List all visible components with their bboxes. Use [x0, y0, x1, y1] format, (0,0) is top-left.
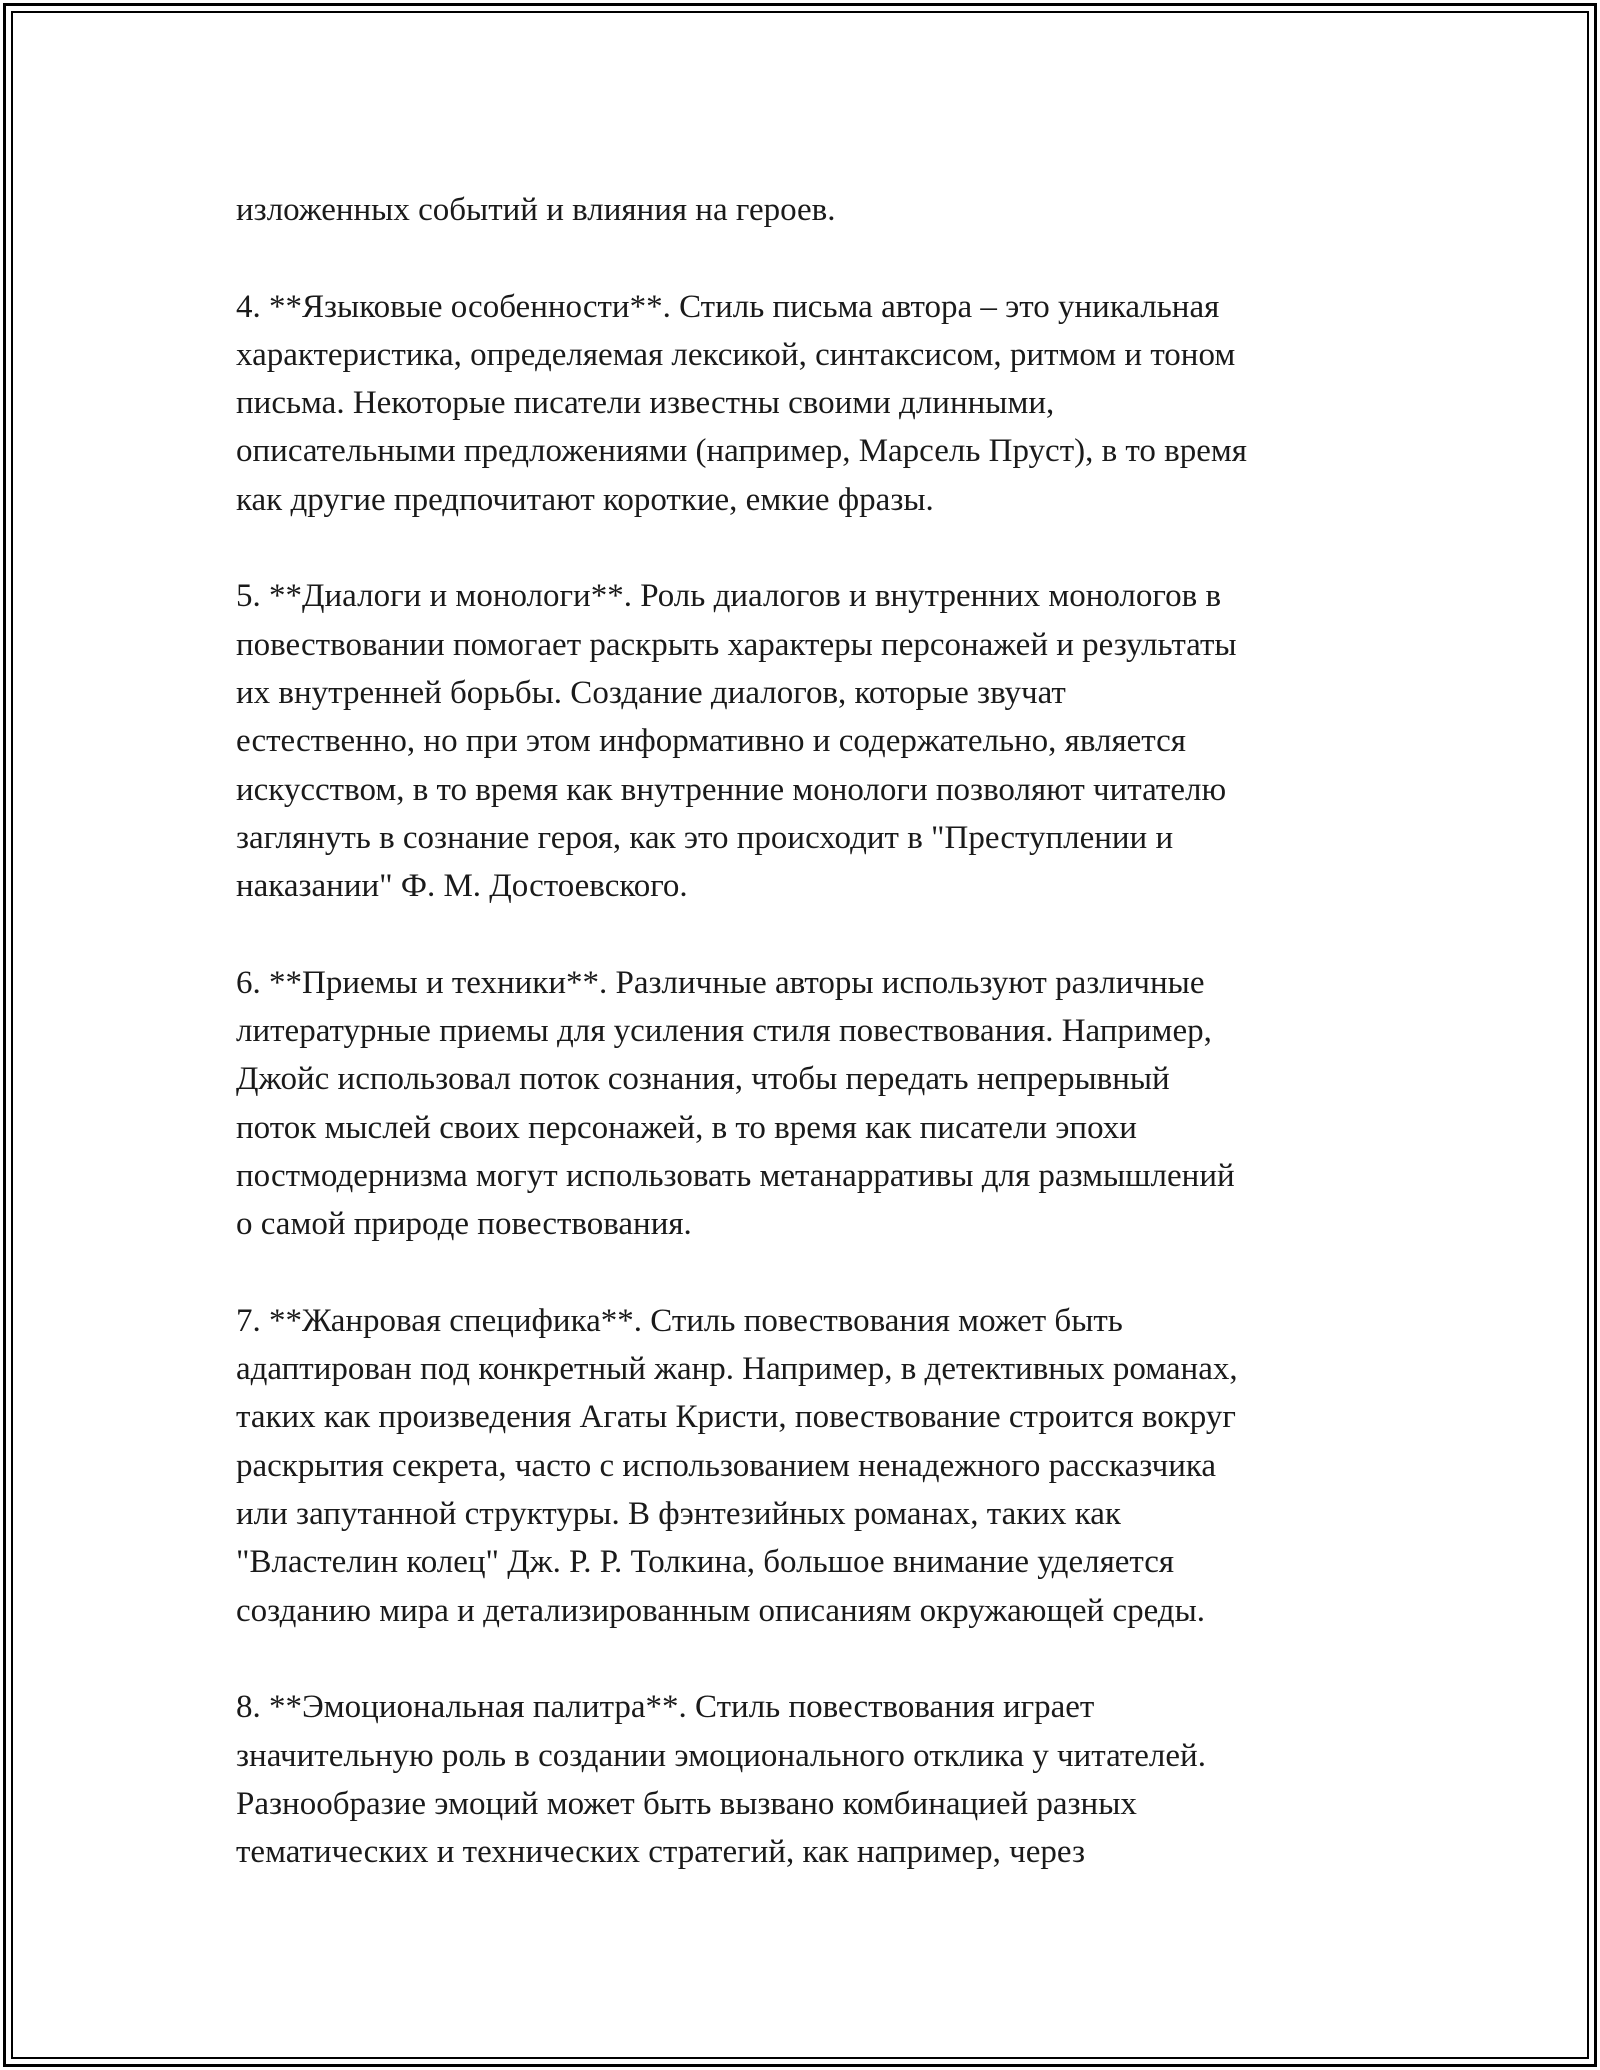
text-line: Разнообразие эмоций может быть вызвано комбинацией разных [236, 1785, 1137, 1822]
document-body [236, 186, 1396, 1925]
text-line: Джойс использовал поток сознания, чтобы передать непрерывный [236, 1061, 1170, 1098]
text-line: описательными предложениями (например, Марсель Пруст), в то время [236, 433, 1247, 470]
text-line: поток мыслей своих персонажей, в то время как писатели эпохи [236, 1109, 1137, 1146]
text-line: повествовании помогает раскрыть характеры персонажей и результаты [236, 626, 1237, 663]
text-line: заглянуть в сознание героя, как это происходит в "Преступлении и [236, 819, 1174, 856]
text-line: "Властелин колец" Дж. Р. Р. Толкина, большое внимание уделяется [236, 1544, 1175, 1581]
paragraph-techniques [236, 959, 1396, 1249]
text-line: значительную роль в создании эмоционального отклика у читателей. [236, 1737, 1206, 1774]
text-line: их внутренней борьбы. Создание диалогов, которые звучат [236, 674, 1066, 711]
text-line: 7. **Жанровая специфика**. Стиль повествования может быть [236, 1302, 1123, 1339]
text-line: постмодернизма могут использовать метанарративы для размышлений [236, 1157, 1235, 1194]
text-line: 5. **Диалоги и монологи**. Роль диалогов и внутренних монологов в [236, 578, 1222, 615]
text-line: литературные приемы для усиления стиля повествования. Например, [236, 1013, 1212, 1050]
text-line: естественно, но при этом информативно и содержательно, является [236, 723, 1186, 760]
text-line: 6. **Приемы и техники**. Различные авторы используют различные [236, 964, 1205, 1001]
paragraph-continuation [236, 186, 1396, 234]
text-line: характеристика, определяемая лексикой, синтаксисом, ритмом и тоном [236, 336, 1236, 373]
paragraph-language-features [236, 283, 1396, 524]
text-line: адаптирован под конкретный жанр. Например, в детективных романах, [236, 1351, 1238, 1388]
text-line: изложенных событий и влияния на героев. [236, 192, 836, 228]
text-line: как другие предпочитают короткие, емкие фразы. [236, 481, 934, 518]
text-line: 8. **Эмоциональная палитра**. Стиль повествования играет [236, 1689, 1095, 1726]
text-line: тематических и технических стратегий, как например, через [236, 1834, 1085, 1871]
text-line: о самой природе повествования. [236, 1206, 692, 1243]
paragraph-dialogues-monologues [236, 572, 1396, 910]
text-line: наказании" Ф. М. Достоевского. [236, 868, 688, 905]
paragraph-emotional-palette [236, 1683, 1396, 1876]
paragraph-genre-specifics [236, 1297, 1396, 1635]
text-line: искусством, в то время как внутренние монологи позволяют читателю [236, 771, 1227, 808]
text-line: созданию мира и детализированным описаниям окружающей среды. [236, 1592, 1205, 1629]
text-line: раскрытия секрета, часто с использованием ненадежного рассказчика [236, 1447, 1217, 1484]
text-line: или запутанной структуры. В фэнтезийных романах, таких как [236, 1496, 1121, 1533]
text-line: письма. Некоторые писатели известны своими длинными, [236, 385, 1055, 422]
text-line: 4. **Языковые особенности**. Стиль письма автора – это уникальная [236, 288, 1220, 325]
text-line: таких как произведения Агаты Кристи, повествование строится вокруг [236, 1399, 1236, 1436]
